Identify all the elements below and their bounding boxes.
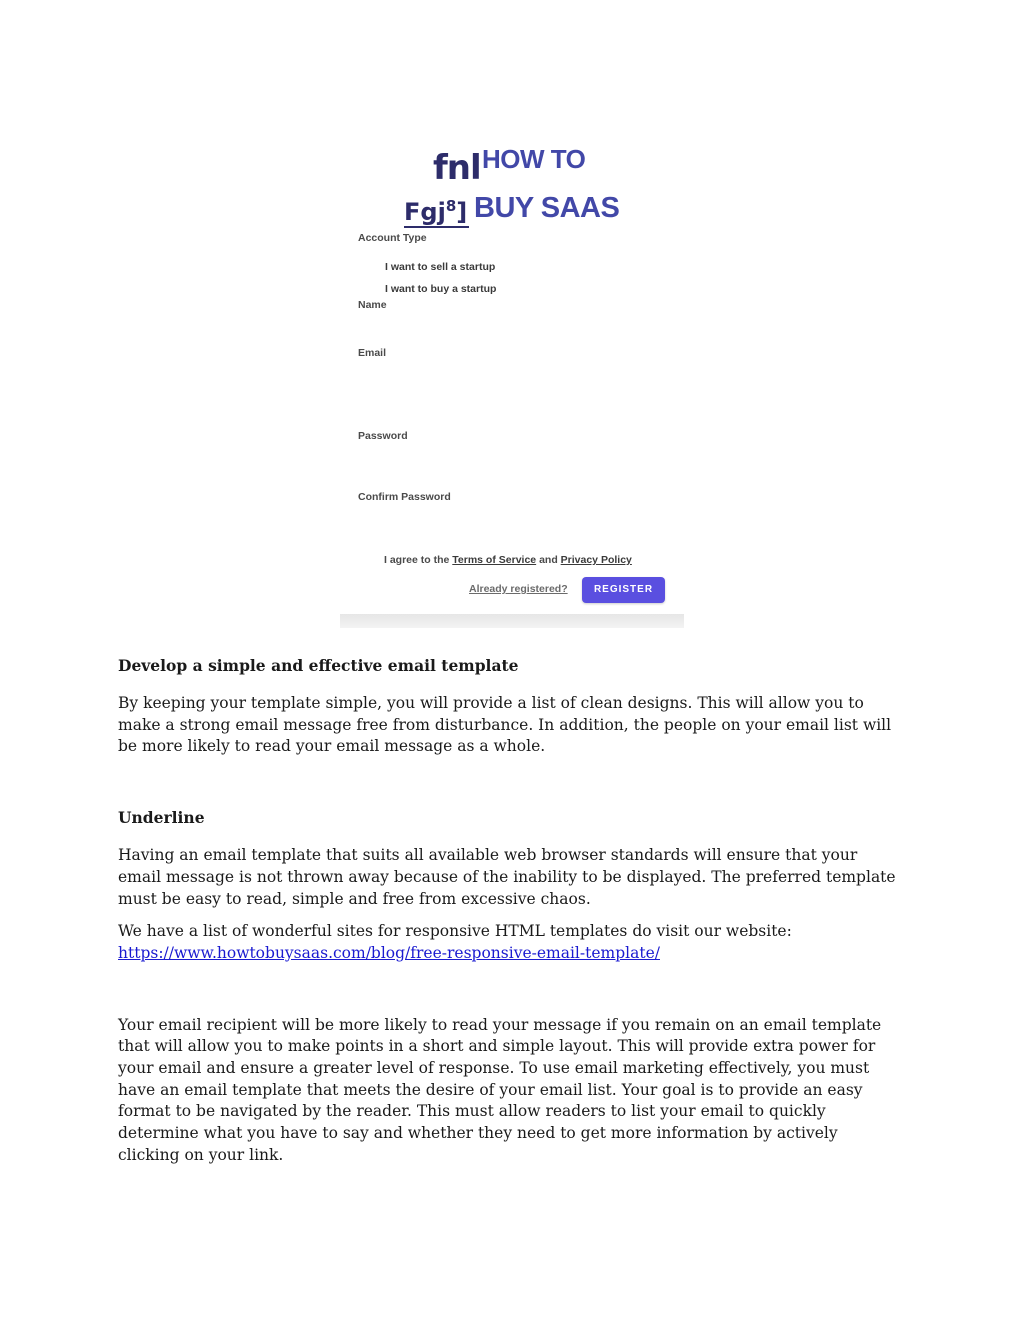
terms-of-service-link[interactable]: Terms of Service xyxy=(452,554,537,566)
password-label: Password xyxy=(358,430,408,442)
agree-prefix: I agree to the xyxy=(384,554,450,566)
name-label: Name xyxy=(358,299,387,311)
paragraph-develop: By keeping your template simple, you will provide a list of clean designs. This will allow you to make a strong email message free from disturbance. In addition, the people on your email list will be more likely to read your email message as a whole. xyxy=(118,694,892,756)
already-registered-link[interactable]: Already registered? xyxy=(469,583,568,595)
paragraph-templates-list xyxy=(118,921,898,964)
logo-mark-close: ] xyxy=(456,198,468,226)
article-body xyxy=(118,655,898,1167)
radio-buy-startup[interactable]: I want to buy a startup xyxy=(385,283,497,295)
paragraph-recipient: Your email recipient will be more likely to read your message if you remain on an email template that will allow you to make points in a short and simple layout. This will provide extra power for your email and ensure a greater level of response. To use email marketing effectively, you must have an email template that meets the desire of your email list. Your goal is to provide an easy format to be navigated by the reader. This must allow readers to list your email to quickly determine what you have to say and whether they need to get more information by actively clicking on your link. xyxy=(118,1015,882,1164)
logo-title-line-2: BUY SAAS xyxy=(474,192,620,224)
logo-mark-top: fnl xyxy=(433,148,481,188)
privacy-policy-link[interactable]: Privacy Policy xyxy=(560,554,632,566)
account-type-label: Account Type xyxy=(358,232,427,244)
registration-form-screenshot xyxy=(340,130,684,628)
screenshot-bottom-edge xyxy=(340,614,684,628)
radio-sell-startup[interactable]: I want to sell a startup xyxy=(385,261,496,273)
logo-mark-bottom-text: Fgj xyxy=(404,198,446,226)
section-heading-develop: Develop a simple and effective email template xyxy=(118,656,519,675)
section-heading-underline: Underline xyxy=(118,808,205,828)
confirm-password-label: Confirm Password xyxy=(358,491,451,503)
logo-title-line-1: HOW TO xyxy=(482,144,586,174)
paragraph-underline: Having an email template that suits all available web browser standards will ensure that your email message is not thrown away because of the inability to be displayed. The preferred template must be easy to read, simple and free from excessive chaos. xyxy=(118,846,896,908)
email-label: Email xyxy=(358,347,387,359)
logo-mark-sup: 8 xyxy=(445,197,457,215)
terms-agreement xyxy=(384,554,632,566)
logo-mark-bottom xyxy=(404,192,469,228)
register-button[interactable]: REGISTER xyxy=(582,577,665,603)
templates-website-link[interactable]: https://www.howtobuysaas.com/blog/free-responsive-email-template/ xyxy=(118,943,660,962)
agree-and: and xyxy=(539,554,558,566)
templates-list-text: We have a list of wonderful sites for responsive HTML templates do visit our website: xyxy=(118,922,792,941)
